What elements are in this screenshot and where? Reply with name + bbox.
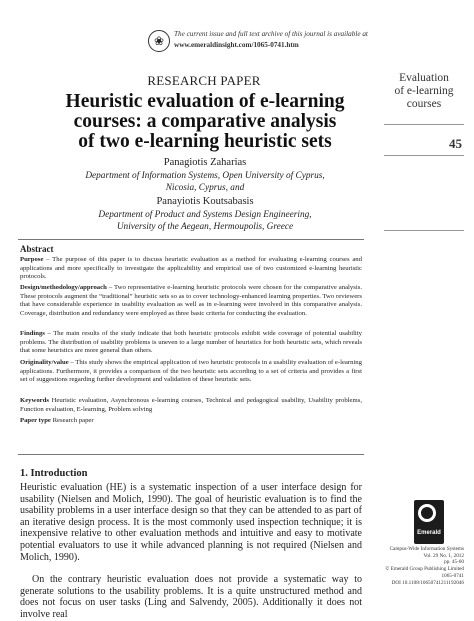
originality-label: Originality/value: [20, 359, 69, 366]
section-heading-introduction: 1. Introduction: [20, 468, 88, 479]
paper-type-label: Paper type: [20, 417, 51, 424]
running-title-line: courses: [406, 98, 442, 110]
design-label: Design/methodology/approach: [20, 284, 107, 291]
keywords-text: Heuristic evaluation, Asynchronous e-learning courses, Technical and pedagogical usability, Usability problems, Function evaluation, E-learning, Problem solving: [20, 397, 362, 413]
page-number: 45: [449, 136, 462, 151]
purpose-text: – The purpose of this paper is to discuss heuristic evaluation as a method for evaluating e-learning courses and applications and more specifically to investigate the applicability and empirical use of two customized e-learning heuristic protocols.: [20, 256, 362, 281]
keywords-label: Keywords: [20, 397, 49, 404]
title-line: of two e-learning heuristic sets: [78, 131, 332, 152]
journal-logo-icon: ❀: [148, 30, 170, 52]
title-line: Heuristic evaluation of e-learning: [65, 91, 345, 112]
journal-volume: Vol. 29 No. 1, 2012: [423, 552, 464, 559]
findings-label: Findings: [20, 330, 45, 337]
journal-info: [372, 546, 464, 586]
title-line: courses: a comparative analysis: [73, 111, 337, 132]
journal-url-link[interactable]: www.emeraldinsight.com/1065-0741.htm: [174, 41, 299, 49]
affiliation-line: Nicosia, Cyprus, and: [165, 183, 245, 193]
emerald-logo-label: Emerald: [417, 530, 441, 536]
intro-paragraph-2: On the contrary heuristic evaluation does not provide a systematic way to generate solutions to the usability problems. It is a quite unstructured method and does not focus on user tasks (Ling and Salvendy, 2005). Additionally it does not involve real: [20, 574, 362, 620]
abstract-design: [20, 284, 362, 319]
emerald-logo: [414, 500, 444, 544]
abstract-originality: [20, 359, 362, 385]
findings-text: – The main results of the study indicate that both heuristic protocols exhibit wide coverage of potential usability problems. The distribution of usability problems is uneven to a large number of heuristics for both heuristic sets, which reveals that some heuristics are more general than others.: [20, 330, 362, 355]
purpose-label: Purpose: [20, 256, 44, 263]
running-title: [382, 72, 466, 111]
emerald-e-icon: [418, 504, 436, 522]
sidebar-divider: [384, 230, 464, 231]
journal-name: Campus-Wide Information Systems: [389, 546, 464, 552]
intro-paragraph-1: Heuristic evaluation (HE) is a systematic inspection of a user interface design for usability (Nielsen and Molich, 1990). The goal of heuristic evaluation is to find the usability problems in a user interface design so that they can be attended to as part of an iterative design process. It is the most commonly used inspection technique; it is inexpensive relative to other evaluation methods and intuitive and easy to motivate potential evaluators to use it while advanced planning is not required (Nielsen and Molich, 1990).: [20, 482, 362, 563]
running-title-line: of e-learning: [394, 85, 454, 97]
abstract-bottom-rule: [18, 454, 364, 455]
abstract-purpose: [20, 256, 362, 282]
author-2: Panayiotis Koutsabasis: [156, 196, 254, 207]
abstract-top-rule: [18, 239, 364, 240]
sidebar-divider: [384, 155, 464, 156]
running-title-line: Evaluation: [399, 72, 449, 84]
abstract-heading: Abstract: [20, 244, 54, 254]
author-1: Panagiotis Zaharias: [163, 157, 247, 168]
affiliation-1: [40, 170, 370, 194]
journal-doi: DOI 10.1108/10650741211192046: [391, 579, 464, 586]
paper-type-label: RESEARCH PAPER: [147, 73, 261, 88]
journal-pages: pp. 45-60: [444, 559, 464, 566]
abstract-keywords: [20, 397, 362, 414]
journal-copyright: © Emerald Group Publishing Limited: [385, 566, 464, 573]
sidebar-divider: [384, 124, 464, 125]
affiliation-line: University of the Aegean, Hermoupolis, Greece: [116, 222, 294, 232]
journal-issn: 1065-0741: [441, 572, 464, 579]
affiliation-2: [40, 209, 370, 233]
originality-text: – This study shows the empirical application of two heuristic protocols in a usability evaluation of e-learning applications. Furthermore, it provides a comparison of the two heuristic sets according to a set of criteria and provides a first set of suggestions regarding further development and validation of these heuristic sets.: [20, 359, 362, 384]
affiliation-line: Department of Product and Systems Design Engineering,: [98, 210, 312, 220]
archive-notice: The current issue and full text archive of this journal is available at: [174, 30, 368, 38]
affiliation-line: Department of Information Systems, Open University of Cyprus,: [85, 171, 325, 181]
paper-type-text: Research paper: [50, 417, 94, 424]
abstract-findings: [20, 330, 362, 356]
abstract-paper-type: [20, 417, 362, 426]
paper-title: [40, 92, 370, 152]
design-text: – Two representative e-learning heuristic protocols were chosen for the comparative analysis. These protocols augment the “traditional” heuristic sets so as to cover technology-enhanced learning properties. Two reviewers that have considerable experience in usability evaluation as well as in e-learning were involved in this comparative analysis. Coverage, distribution and redundancy were employed as three basic criteria for conducting the evaluation.: [20, 284, 362, 318]
